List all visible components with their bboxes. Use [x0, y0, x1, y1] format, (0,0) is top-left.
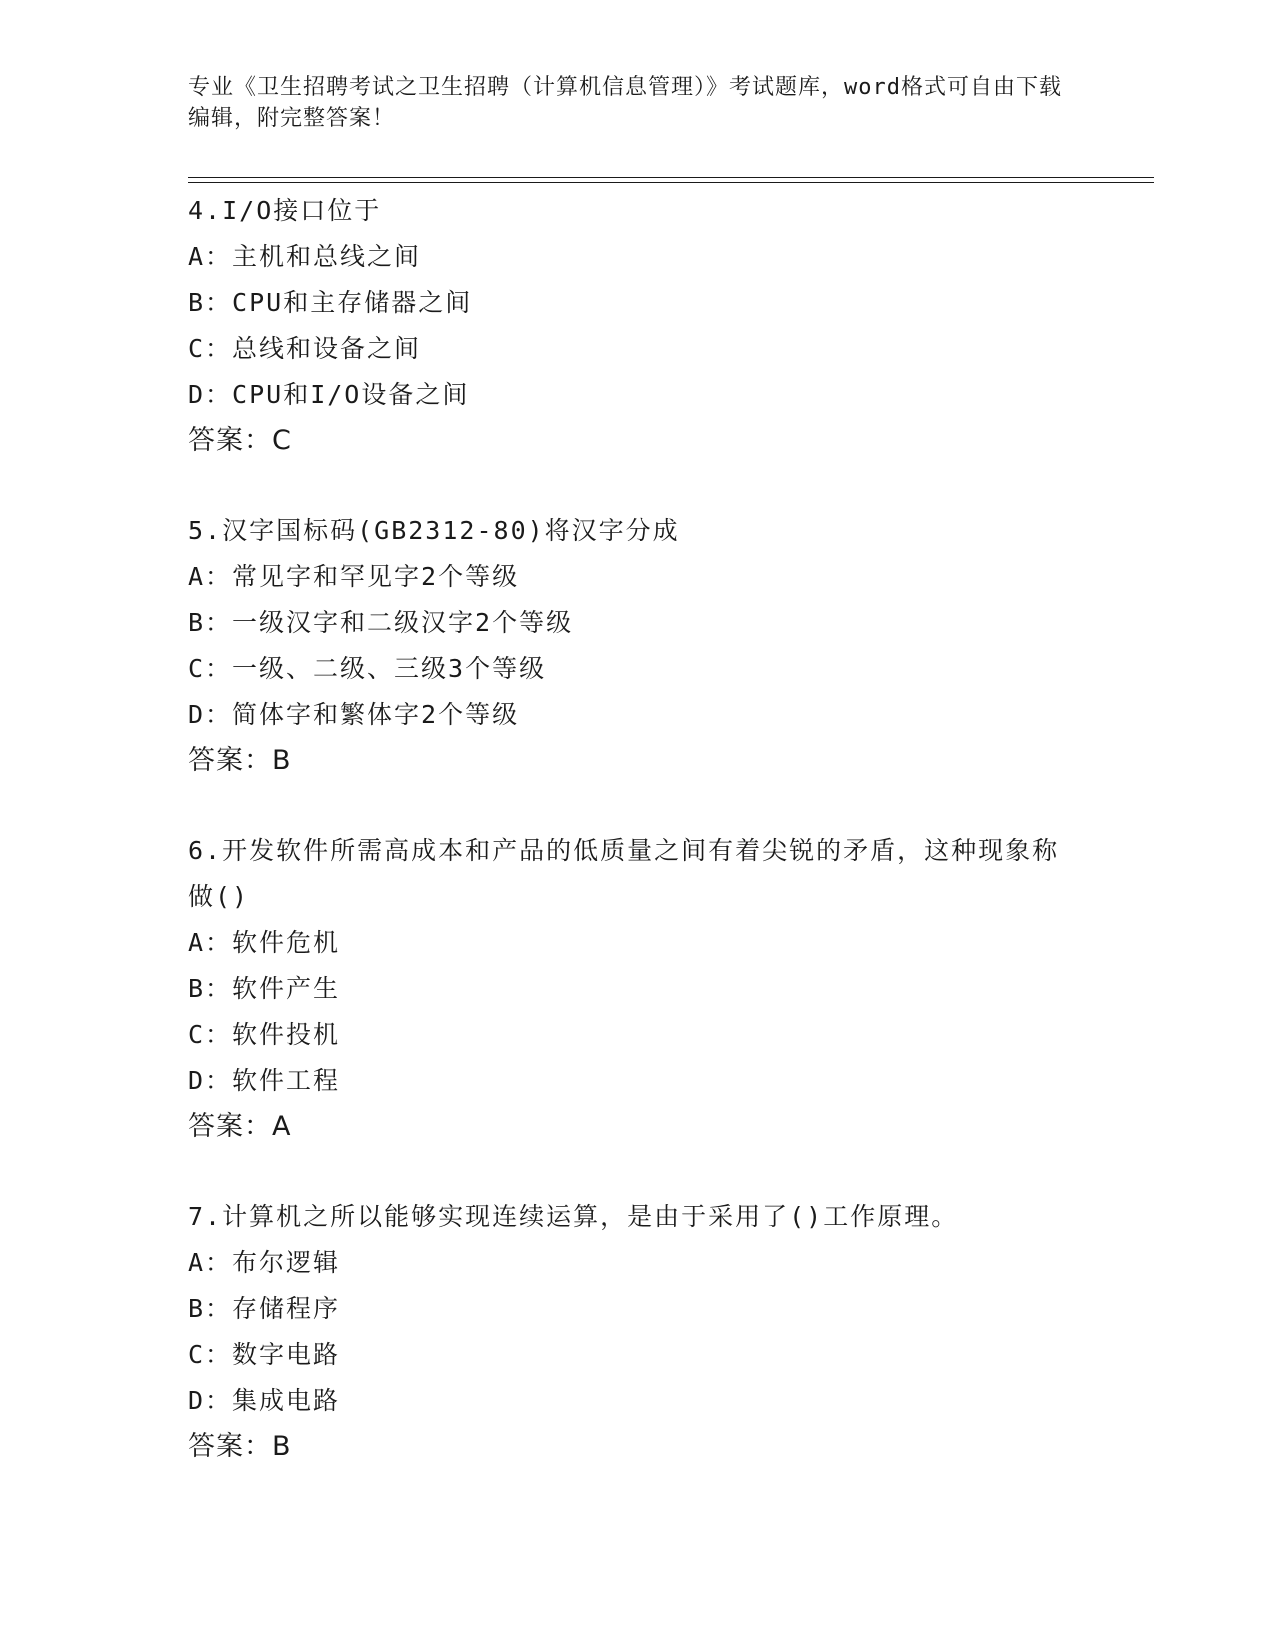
header-divider-top: [188, 177, 1154, 178]
question-text: 4.I/O接口位于: [188, 196, 382, 225]
question-text: 5.汉字国标码(GB2312-80)将汉字分成: [188, 516, 680, 545]
question-list: [188, 188, 1088, 1470]
option-b: B：一级汉字和二级汉字2个等级: [188, 608, 574, 637]
option-b: B：存储程序: [188, 1294, 341, 1323]
option-d: D：简体字和繁体字2个等级: [188, 700, 520, 729]
option-c: C：软件投机: [188, 1020, 341, 1049]
question-7: [188, 1194, 1088, 1470]
option-b: B：软件产生: [188, 974, 341, 1003]
option-c: C：总线和设备之间: [188, 334, 422, 363]
header-divider-bottom: [188, 182, 1154, 183]
option-a: A：布尔逻辑: [188, 1248, 341, 1277]
option-c: C：数字电路: [188, 1340, 341, 1369]
option-b: B：CPU和主存储器之间: [188, 288, 473, 317]
answer-line: 答案：B: [188, 745, 292, 776]
question-text: 7.计算机之所以能够实现连续运算，是由于采用了()工作原理。: [188, 1202, 959, 1231]
answer-line: 答案：B: [188, 1431, 292, 1462]
option-d: D：CPU和I/O设备之间: [188, 380, 470, 409]
option-d: D：集成电路: [188, 1386, 341, 1415]
answer-line: 答案：C: [188, 425, 292, 456]
option-d: D：软件工程: [188, 1066, 341, 1095]
option-a: A：常见字和罕见字2个等级: [188, 562, 520, 591]
option-a: A：主机和总线之间: [188, 242, 422, 271]
question-5: [188, 508, 1088, 784]
answer-line: 答案：A: [188, 1111, 292, 1142]
option-c: C：一级、二级、三级3个等级: [188, 654, 547, 683]
question-6: [188, 828, 1088, 1150]
question-text: 6.开发软件所需高成本和产品的低质量之间有着尖锐的矛盾，这种现象称做(): [188, 836, 1060, 911]
option-a: A：软件危机: [188, 928, 341, 957]
document-header: 专业《卫生招聘考试之卫生招聘（计算机信息管理）》考试题库，word格式可自由下载编辑，附完整答案！: [188, 75, 1062, 131]
question-4: [188, 188, 1088, 464]
